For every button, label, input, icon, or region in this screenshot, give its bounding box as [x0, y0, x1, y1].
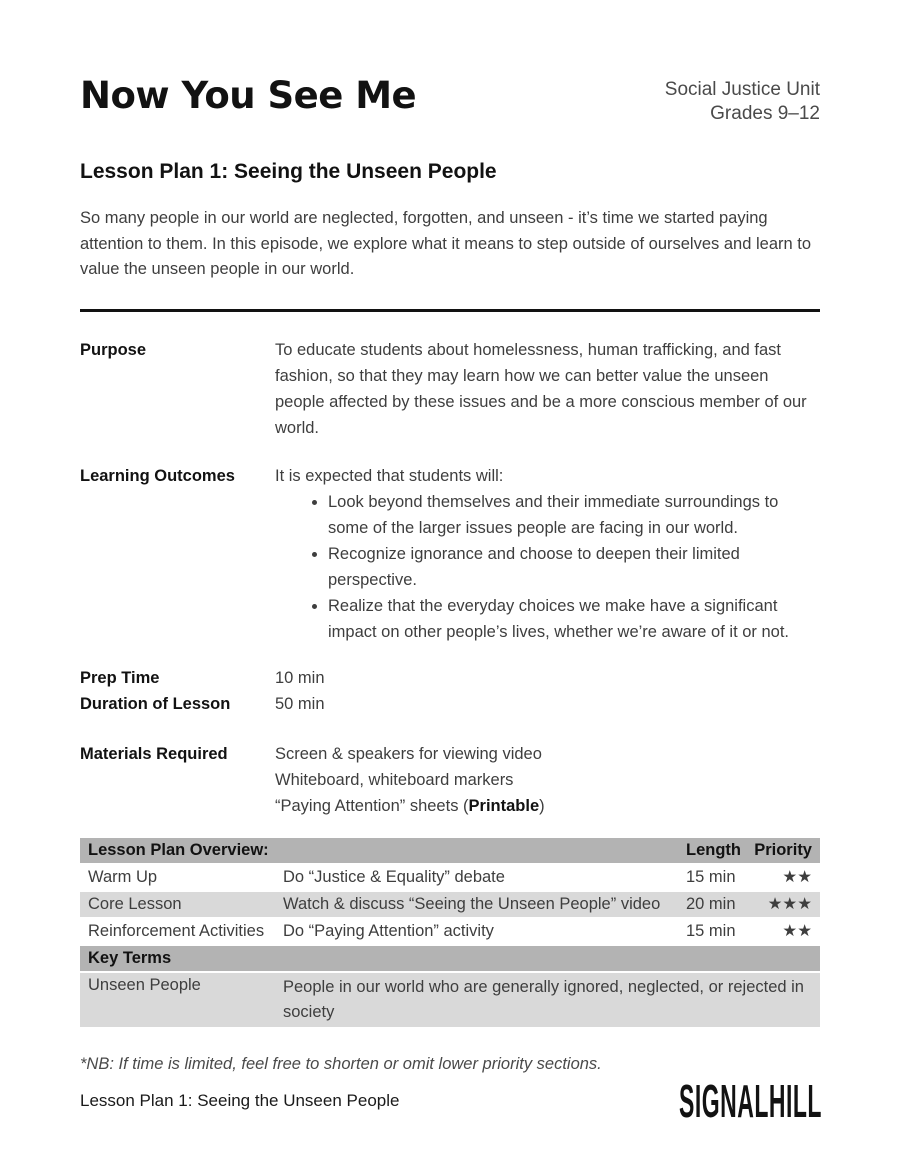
outcomes-list [275, 489, 820, 645]
key-term-row [80, 972, 820, 1028]
outcome-item: • Look beyond themselves and their immediate surroundings to some of the larger issues people are facing in our world. [328, 489, 808, 541]
table-row [80, 864, 820, 891]
duration-value: 50 min [275, 694, 325, 713]
learning-outcomes-content [275, 463, 820, 645]
duration-row [80, 691, 820, 717]
priority-stars: ★★ [745, 864, 820, 891]
length-column-header: Length [680, 838, 745, 864]
materials-item: Whiteboard, whiteboard markers [275, 770, 514, 789]
activity-cell: Core Lesson [80, 891, 275, 918]
signalhill-logo [679, 1075, 822, 1127]
printable-link-text: Printable [468, 796, 540, 815]
key-terms-header: Key Terms [80, 945, 820, 972]
priority-stars: ★★ [745, 918, 820, 945]
learning-outcomes-row [80, 463, 820, 645]
key-terms-header-row [80, 945, 820, 972]
materials-row [80, 741, 820, 819]
materials-list [275, 741, 820, 819]
priority-column-header: Priority [745, 838, 820, 864]
lesson-intro: So many people in our world are neglected, forgotten, and unseen - it’s time we started paying attention to them. In this episode, we explore what it means to step outside of ourselves and learn to value the unseen people in our world. [80, 209, 812, 278]
timing-group [80, 665, 820, 717]
footer-page-label: Lesson Plan 1: Seeing the Unseen People [80, 1091, 400, 1110]
outcome-item: • Realize that the everyday choices we make have a significant impact on other people’s lives, whether we’re aware of it or not. [328, 593, 808, 645]
duration-label: Duration of Lesson [80, 694, 231, 713]
lesson-overview-table [80, 838, 820, 1029]
length-cell: 20 min [680, 891, 745, 918]
outcomes-intro: It is expected that students will: [275, 466, 504, 485]
materials-item-text: ) [539, 796, 545, 815]
materials-item-text: “Paying Attention” sheets ( [275, 796, 469, 815]
doc-header [80, 75, 820, 126]
purpose-row [80, 337, 820, 441]
prep-time-label: Prep Time [80, 668, 160, 687]
lesson-title: Lesson Plan 1: Seeing the Unseen People [80, 160, 497, 183]
materials-label: Materials Required [80, 744, 228, 763]
description-cell: Watch & discuss “Seeing the Unseen People” video [275, 891, 680, 918]
doc-footer [80, 1075, 822, 1127]
overview-table-title: Lesson Plan Overview: [80, 838, 680, 864]
priority-stars: ★★★ [745, 891, 820, 918]
unit-info [665, 78, 820, 126]
section-divider [80, 309, 820, 312]
outcome-item: • Recognize ignorance and choose to deepen their limited perspective. [328, 541, 808, 593]
grade-range: Grades 9–12 [710, 103, 820, 124]
prep-time-value: 10 min [275, 668, 325, 687]
purpose-text: To educate students about homelessness, human trafficking, and fast fashion, so that they may learn how we can better value the unseen people affected by these issues and be a more conscious member of our world. [275, 340, 807, 437]
materials-item [275, 793, 820, 819]
table-row [80, 891, 820, 918]
materials-item: Screen & speakers for viewing video [275, 744, 542, 763]
learning-outcomes-label: Learning Outcomes [80, 466, 235, 485]
table-row [80, 918, 820, 945]
purpose-label: Purpose [80, 340, 147, 359]
length-cell: 15 min [680, 864, 745, 891]
doc-title: Now You See Me [80, 74, 417, 117]
footnote: *NB: If time is limited, feel free to shorten or omit lower priority sections. [80, 1054, 602, 1073]
length-cell: 15 min [680, 918, 745, 945]
logo-signal-text: SIGNAL [679, 1075, 769, 1127]
definition-cell: People in our world who are generally ignored, neglected, or rejected in society [275, 972, 820, 1028]
logo-hill-text: HILL [768, 1075, 822, 1127]
term-cell: Unseen People [80, 972, 275, 1028]
description-cell: Do “Paying Attention” activity [275, 918, 680, 945]
activity-cell: Warm Up [80, 864, 275, 891]
overview-header-row [80, 838, 820, 864]
unit-name: Social Justice Unit [664, 79, 820, 100]
prep-time-row [80, 665, 820, 691]
description-cell: Do “Justice & Equality” debate [275, 864, 680, 891]
activity-cell: Reinforcement Activities [80, 918, 275, 945]
